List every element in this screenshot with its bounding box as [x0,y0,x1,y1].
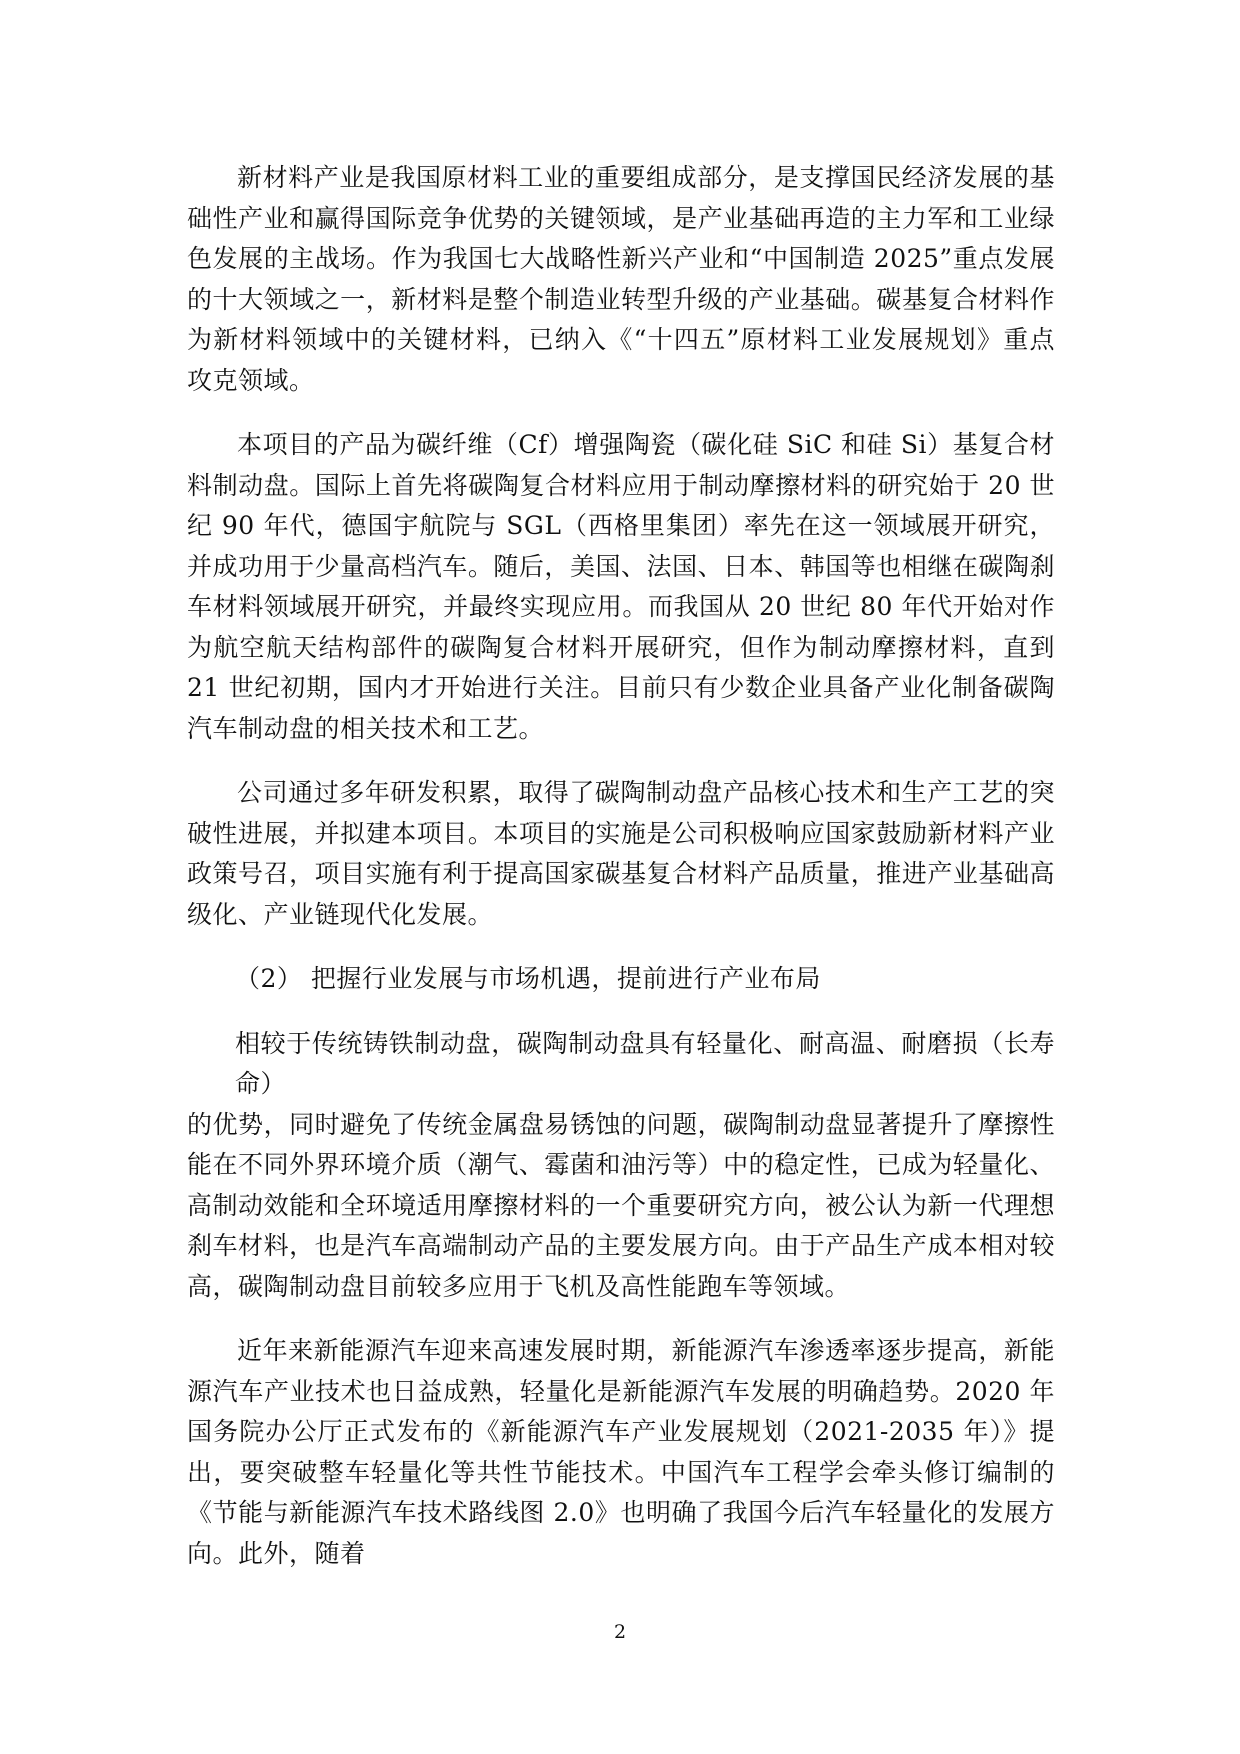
paragraph-new-materials-industry: 新材料产业是我国原材料工业的重要组成部分，是支撑国民经济发展的基础性产业和赢得国际竞争优势的关键领域，是产业基础再造的主力军和工业绿色发展的主战场。作为我国七大战略性新兴产业和“中国制造 2025”重点发展的十大领域之一，新材料是整个制造业转型升级的产业基础。碳基复合材料作为新材料领域中的关键材料，已纳入《“十四五”原材料工业发展规划》重点攻克领域。 [187,163,1055,395]
paragraph-new-energy-vehicles: 近年来新能源汽车迎来高速发展时期，新能源汽车渗透率逐步提高，新能源汽车产业技术也日益成熟，轻量化是新能源汽车发展的明确趋势。2020 年国务院办公厅正式发布的《新能源汽车产业发展规划（2021-2035 年）》提出，要突破整车轻量化等共性节能技术。中国汽车工程学会牵头修订编制的《节能与新能源汽车技术路线图 2.0》也明确了我国今后汽车轻量化的发展方向。此外，随着 [187,1336,1055,1568]
section-heading: （2） 把握行业发展与市场机遇，提前进行产业布局 [235,964,821,993]
paragraph-advantages-first-line: 相较于传统铸铁制动盘，碳陶制动盘具有轻量化、耐高温、耐磨损（长寿命） [235,1028,1055,1098]
body-text [187,158,1055,1574]
page-number: 2 [613,1621,627,1643]
paragraph-company-rd: 公司通过多年研发积累，取得了碳陶制动盘产品核心技术和生产工艺的突破性进展，并拟建本项目。本项目的实施是公司积极响应国家鼓励新材料产业政策号召，项目实施有利于提高国家碳基复合材料产品质量，推进产业基础高级化、产业链现代化发展。 [187,778,1055,929]
paragraph-advantages-rest: 的优势，同时避免了传统金属盘易锈蚀的问题，碳陶制动盘显著提升了摩擦性能在不同外界环境介质（潮气、霉菌和油污等）中的稳定性，已成为轻量化、高制动效能和全环境适用摩擦材料的一个重要研究方向，被公认为新一代理想刹车材料，也是汽车高端制动产品的主要发展方向。由于产品生产成本相对较高，碳陶制动盘目前较多应用于飞机及高性能跑车等领域。 [187,1109,1055,1301]
paragraph-project-product: 本项目的产品为碳纤维（Cf）增强陶瓷（碳化硅 SiC 和硅 Si）基复合材料制动盘。国际上首先将碳陶复合材料应用于制动摩擦材料的研究始于 20 世纪 90 年代，德国宇航院与 SGL（西格里集团）率先在这一领域展开研究，并成功用于少量高档汽车。随后，美国、法国、日本、韩国等也相继在碳陶刹车材料领域展开研究，并最终实现应用。而我国从 20 世纪 80 年代开始对作为航空航天结构部件的碳陶复合材料开展研究，但作为制动摩擦材料，直到 21 世纪初期，国内才开始进行关注。目前只有少数企业具备产业化制备碳陶汽车制动盘的相关技术和工艺。 [187,430,1055,743]
